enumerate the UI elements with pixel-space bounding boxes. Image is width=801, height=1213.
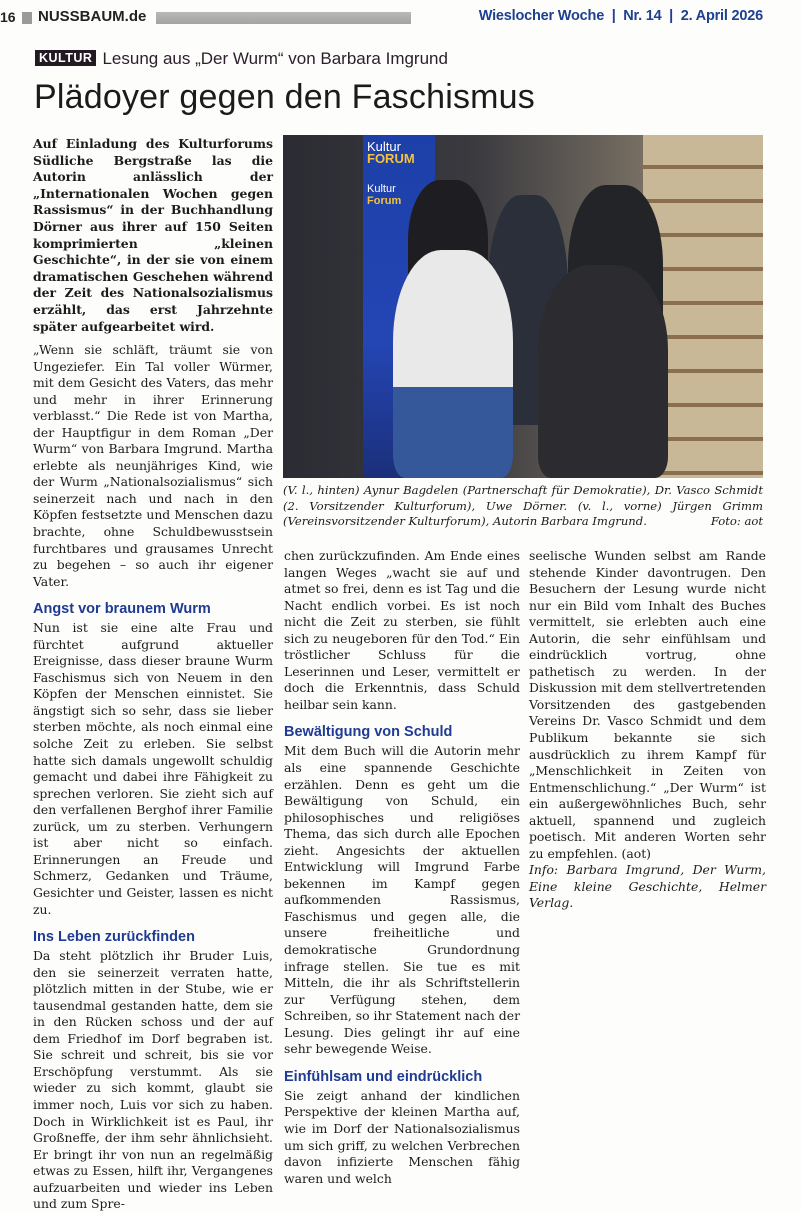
book-info: Info: Barbara Imgrund, Der Wurm, Eine kleine Geschichte, Helmer Verlag.	[529, 862, 766, 911]
category-tag: KULTUR	[35, 50, 96, 66]
person	[393, 250, 513, 478]
kicker	[35, 49, 448, 69]
person	[538, 265, 668, 478]
section-text: seelische Wunden selbst am Rande stehende Kinder davontrugen. Den Besuchern der Lesung wurde nicht nur ein Bild vom Inhalt des Buches vermittelt, sie erlebten auch eine Autorin, die sehr einfühlsam und eindrücklich vortrug, ohne pathetisch zu werden. In der Diskussion mit dem stellvertretenden Vorsitzenden des gastgebenden Vereins Dr. Vasco Schmidt und dem Publikum bekannte sie sich ausdrücklich zu ihrem Kampf für „Menschlichkeit in Zeiten von Entmenschlichung.“ „Der Wurm“ ist ein außergewöhnliches Buch, sehr aktuell, spannend und zugleich poetisch. Mit anderen Worten sehr zu empfehlen. (aot)	[529, 548, 766, 861]
photo-caption	[283, 483, 763, 530]
section-heading: Bewältigung von Schuld	[284, 724, 453, 741]
page-number: 16	[0, 9, 16, 25]
header-divider	[22, 12, 32, 24]
section-text: chen zurückzufinden. Am Ende eines langen Weges „wacht sie auf und atmet so frei, denn es ist Tag und die Nacht endlich vorbei. Es ist noch nicht die Zeit zu sterben, sie fühlt sich zu neugeboren für den Tod.“ Ein tröstlicher Schluss für die Leserinnen und Leser, vermittelt er doch die Erkenntnis, dass Schuld heilbar sein kann.	[284, 548, 520, 712]
caption-text: (V. l., hinten) Aynur Bagdelen (Partnerschaft für Demokratie), Dr. Vasco Schmidt (2. Vorsitzender Kulturforum), Uwe Dörner. (v. l., vorne) Jürgen Grimm (Vereinsvorsitzender Kulturforum), Autorin Barbara Imgrund.	[283, 483, 763, 528]
section-heading: Einfühlsam und eindrücklich	[284, 1068, 483, 1085]
section-heading: Ins Leben zurückfinden	[33, 929, 195, 946]
column-2	[284, 548, 520, 1187]
kulturforum-banner: Kultur FORUM Kultur Forum	[363, 135, 435, 478]
header-bar	[156, 12, 411, 24]
article-title: Plädoyer gegen den Faschismus	[34, 78, 535, 116]
article-lead: Auf Einladung des Kulturforums Südliche Bergstraße las die Autorin anlässlich der „Internationalen Wochen gegen Rassismus“ in der Buchhandlung Dörner aus ihrer auf 150 Seiten komprimierten „kleinen Geschichte“, in der sie von einem dramatischen Geschehen während der Zeit des Nationalsozialismus erzählt, das erst Jahrzehnte später aufgearbeitet wird.	[33, 136, 273, 334]
page-header	[0, 8, 801, 28]
column-3	[529, 548, 766, 912]
section-text: Da steht plötzlich ihr Bruder Luis, den sie seinerzeit verraten hatte, plötzlich mitten in der Stube, wie er tausendmal gestanden hatte, dem sie in den Rücken schoss und der auf dem Friedhof im Dorf begraben ist. Sie schreit und schreit, bis sie vor Erschöpfung verstummt. Als sie wieder zu sich kommt, glaubt sie immer noch, Luis vor sich zu haben. Doch in Wirklichkeit ist es Paul, ihr Großneffe, der ihm sehr ähnlichsieht. Er bringt ihr von nun an regelmäßig etwas zu Essen, hilft ihr, Vergangenes aufzuarbeiten und wieder ins Leben und zum Spre-	[33, 948, 273, 1212]
issue-info: Wieslocher Woche | Nr. 14 | 2. April 2026	[478, 8, 763, 24]
photo-credit: Foto: aot	[710, 514, 763, 528]
kicker-text: Lesung aus „Der Wurm“ von Barbara Imgrund	[102, 49, 448, 68]
section-heading: Angst vor braunem Wurm	[33, 601, 211, 618]
site-name: NUSSBAUM.de	[38, 8, 147, 25]
section-text: Nun ist sie eine alte Frau und fürchtet aufgrund aktueller Ereignisse, dass dieser braune Wurm Faschismus sich von Neuem in den Köpfen der Menschen einnistet. Sie ängstigt sich so sehr, dass sie lieber sterben möchte, als noch einmal eine solche Zeit zu erleben. Sie selbst hatte sich damals ungewollt schuldig gemacht und dabei ihre Fähigkeit zu sprechen verloren. Sie zieht sich auf den verfallenen Berghof ihrer Familie zurück, um zu sterben. Verhungern ist aber nicht so einfach. Erinnerungen an Freude und Schmerz, Gedanken und Träume, Gesichter und Geister, lassen es nicht zu.	[33, 620, 273, 917]
column-1	[33, 342, 273, 1213]
intro-paragraph: „Wenn sie schläft, träumt sie von Ungeziefer. Ein Tal voller Würmer, mit dem Gesicht des Vaters, das mehr und mehr in ihrer Erinnerung verblasst.“ Die Rede ist von Martha, der Hauptfigur in dem Roman „Der Wurm“ von Barbara Imgrund. Martha erlebte als neunjähriges Kind, wie der Wurm „Nationalsozialismus“ sich seinerzeit nach und nach in den Köpfen festsetzte und Menschen dazu brachte, ohne Schuldbewusstsein furchtbares und grausames Unrecht zu begehen – so auch ihr eigener Vater.	[33, 342, 273, 589]
banner-logo: Kultur FORUM	[367, 139, 415, 166]
section-text: Sie zeigt anhand der kindlichen Perspektive der kleinen Martha auf, wie im Dorf der Nationalsozialismus um sich griff, zu welchen Verbrechen davon infizierte Menschen fähig waren und welch	[284, 1087, 520, 1186]
article-photo	[283, 135, 763, 478]
section-text: Mit dem Buch will die Autorin mehr als eine spannende Geschichte erzählen. Denn es geht um die Bewältigung von Schuld, ein philosophisches und religiöses Thema, das sich durch alle Epochen zieht. Angesichts der aktuellen Entwicklung will Imgrund Farbe bekennen im Kampf gegen aufkommenden Rassismus, Faschismus und gegen alle, die unsere freiheitliche und demokratische Grundordnung infrage stellen. Sie tue es mit Mitteln, die ihr als Schriftstellerin zur Verfügung stehen, dem Schreiben, so ihr Statement nach der Lesung. Dies gelingt ihr auf eine sehr bewegende Weise.	[284, 743, 520, 1057]
